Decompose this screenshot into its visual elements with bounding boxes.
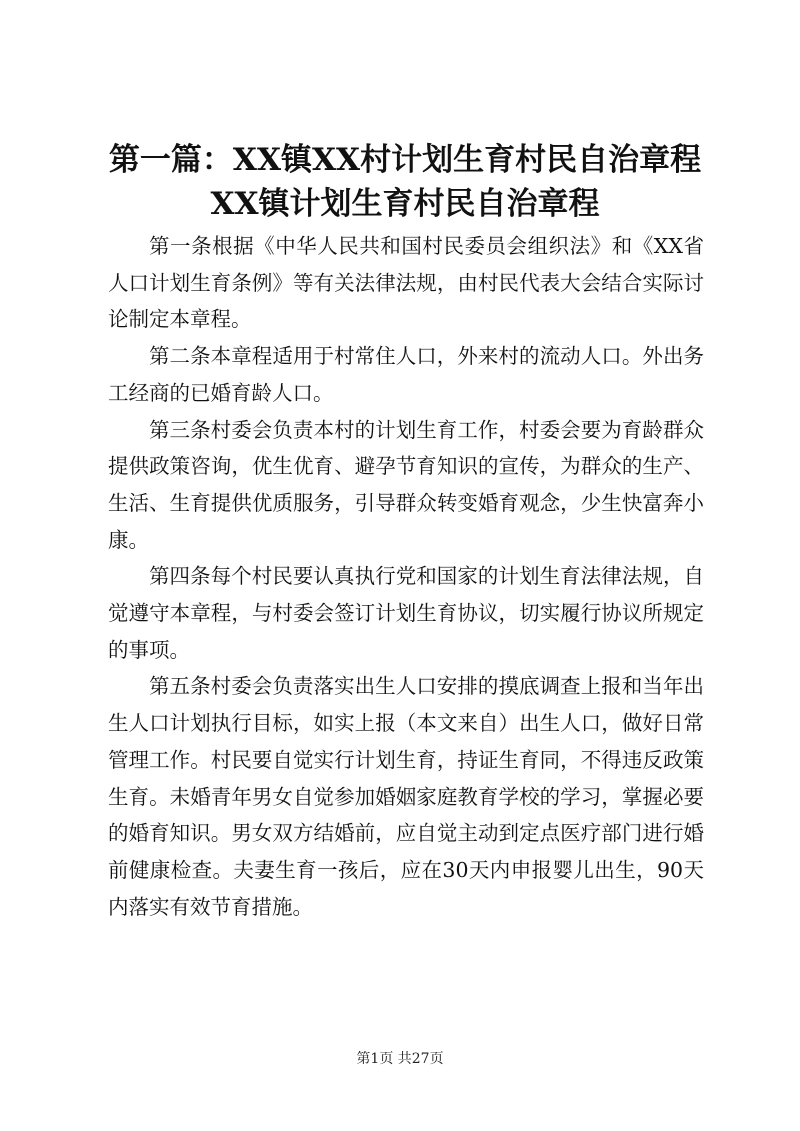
paragraph-article-2: 第二条本章程适用于村常住人口，外来村的流动人口。外出务工经商的已婚育龄人口。 (108, 344, 704, 405)
document-title: 第一篇：XX镇XX村计划生育村民自治章程XX镇计划生育村民自治章程 (108, 142, 702, 222)
page-number-footer: 第1页 共27页 (356, 1051, 444, 1067)
paragraph-article-1: 第一条根据《中华人民共和国村民委员会组织法》和《XX省人口计划生育条例》等有关法律法规，由村民代表大会结合实际讨论制定本章程。 (108, 234, 704, 332)
paragraph-article-3: 第三条村委会负责本村的计划生育工作，村委会要为育龄群众提供政策咨询，优生优育、避孕节育知识的宣传，为群众的生产、生活、生育提供优质服务，引导群众转变婚育观念，少生快富奔小康。 (108, 417, 704, 552)
paragraph-article-5: 第五条村委会负责落实出生人口安排的摸底调查上报和当年出生人口计划执行目标，如实上报（本文来自）出生人口，做好日常管理工作。村民要自觉实行计划生育，持证生育同，不得违反政策生育。未婚青年男女自觉参加婚姻家庭教育学校的学习，掌握必要的婚育知识。男女双方结婚前，应自觉主动到定点医疗部门进行婚前健康检查。夫妻生育一孩后，应在30天内申报婴儿出生，90天内落实有效节育措施。 (108, 674, 704, 919)
paragraph-article-4: 第四条每个村民要认真执行党和国家的计划生育法律法规，自觉遵守本章程，与村委会签订计划生育协议，切实履行协议所规定的事项。 (108, 564, 704, 662)
document-body (108, 228, 704, 925)
